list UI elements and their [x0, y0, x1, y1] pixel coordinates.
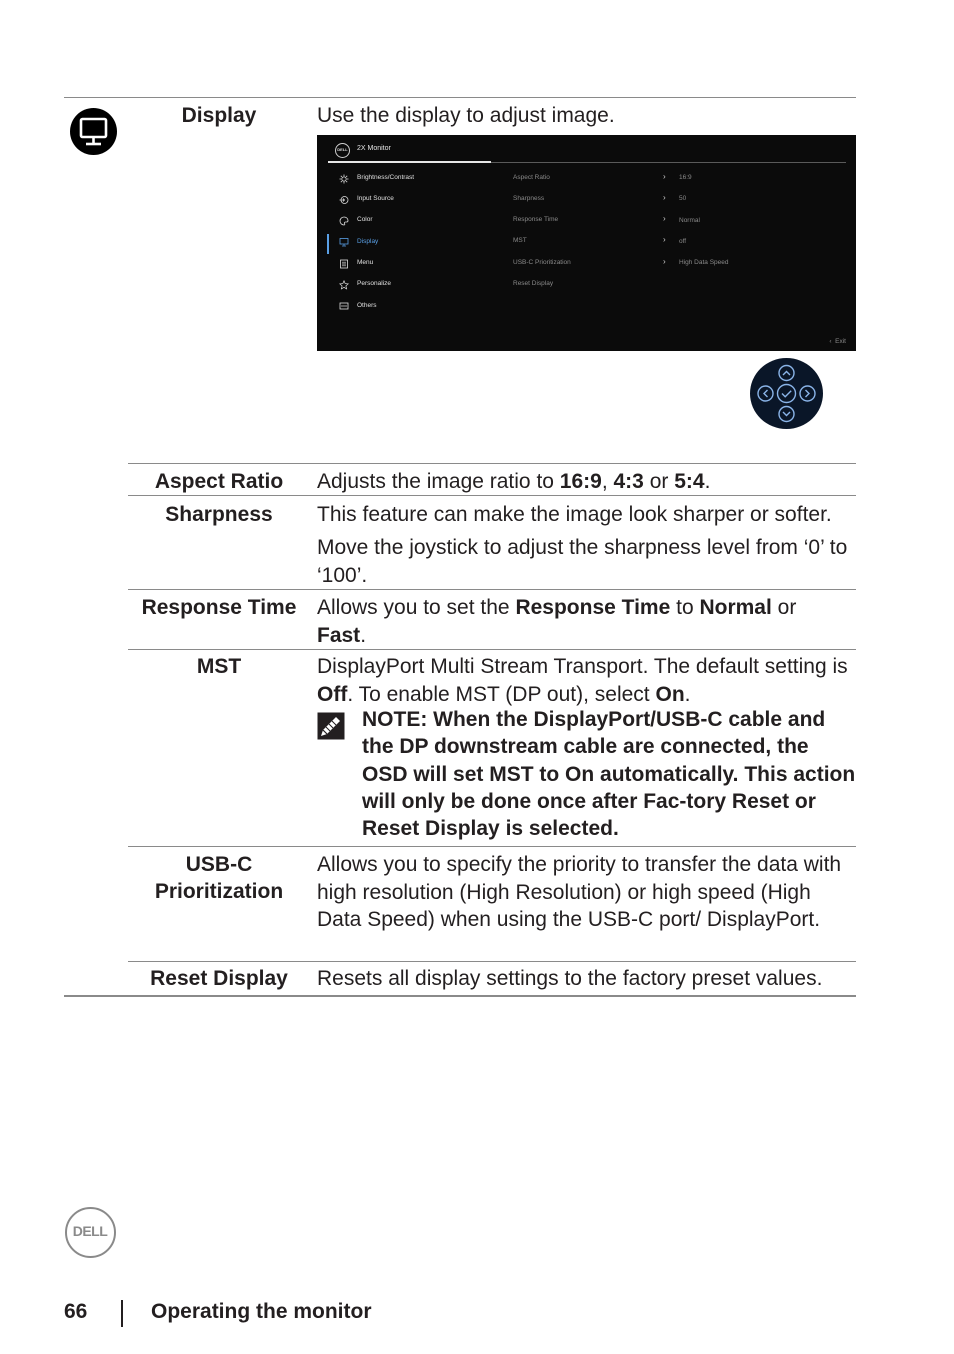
table-rule — [128, 961, 856, 962]
osd-submenu-item: Reset Display — [513, 280, 554, 287]
mst-label: MST — [196, 655, 242, 678]
reset-display-label: Reset Display — [150, 967, 288, 990]
joystick-icon — [750, 358, 823, 429]
osd-header-active-line — [328, 161, 491, 163]
table-rule — [128, 649, 856, 650]
input-source-icon — [339, 195, 349, 205]
osd-submenu-item: Aspect Ratio — [513, 174, 550, 181]
mst-description: DisplayPort Multi Stream Transport. The default setting is Off. To enable MST (DP out), select On. — [317, 655, 848, 706]
footer-section-title: Operating the monitor — [151, 1300, 372, 1323]
table-rule — [128, 463, 856, 464]
osd-menu-item: Input Source — [357, 195, 394, 202]
sharpness-description-1: This feature can make the image look sharper or softer. — [317, 503, 832, 526]
table-rule — [128, 589, 856, 590]
osd-submenu-value: off — [679, 238, 687, 245]
osd-menu-item: Brightness/Contrast — [357, 174, 415, 181]
page-number: 66 — [64, 1300, 88, 1323]
osd-submenu-item: USB-C Prioritization — [513, 259, 571, 266]
brightness-icon — [339, 174, 349, 184]
osd-submenu-value: High Data Speed — [679, 259, 729, 266]
dell-logo: DELL — [65, 1207, 116, 1258]
table-rule — [128, 846, 856, 847]
usbc-prioritization-description: Allows you to specify the priority to transfer the data with high resolution (High Resolution) or high speed (High Data Speed) when using the USB-C port/ DisplayPort. — [317, 853, 842, 931]
sharpness-description-2: Move the joystick to adjust the sharpness level from ‘0’ to ‘100’. — [317, 536, 848, 587]
osd-menu-item: Others — [357, 302, 377, 309]
menu-list-icon — [339, 259, 349, 269]
osd-menu-item: Menu — [357, 259, 374, 266]
osd-menu-item-active: Display — [357, 238, 379, 245]
osd-dell-logo: DELL — [335, 143, 350, 158]
osd-submenu-value: Normal — [679, 217, 700, 224]
note-pencil-icon — [317, 712, 345, 740]
osd-exit: ‹ Exit — [829, 338, 846, 345]
osd-submenu-value: 50 — [679, 195, 687, 202]
footer-separator — [121, 1300, 123, 1327]
chevron-right-icon: › — [663, 193, 666, 202]
usbc-prioritization-label: USB-C Prioritization — [154, 853, 284, 903]
star-icon — [339, 280, 349, 290]
osd-screenshot — [317, 135, 856, 351]
color-palette-icon — [339, 216, 349, 226]
chevron-right-icon: › — [663, 235, 666, 244]
osd-menu-item: Color — [357, 216, 373, 223]
aspect-ratio-label: Aspect Ratio — [154, 470, 284, 493]
top-rule — [64, 97, 856, 98]
display-description: Use the display to adjust image. — [317, 104, 615, 127]
mst-note: NOTE: When the DisplayPort/USB-C cable and the DP downstream cable are connected, the OSD will set MST to On automatically. This action will only be done once after Fac-tory Reset or Reset Display is selected. — [362, 708, 856, 841]
osd-submenu-item: MST — [513, 237, 527, 244]
chevron-left-icon: ‹ — [829, 338, 832, 345]
response-time-description: Allows you to set the Response Time to Normal or Fast. — [317, 596, 797, 647]
others-icon — [339, 301, 349, 311]
aspect-ratio-description: Adjusts the image ratio to 16:9, 4:3 or 5:4. — [317, 470, 711, 493]
chevron-right-icon: › — [663, 172, 666, 181]
chevron-right-icon: › — [663, 257, 666, 266]
osd-title: 2X Monitor — [357, 145, 391, 152]
bottom-rule — [64, 995, 856, 997]
reset-display-description: Resets all display settings to the factory preset values. — [317, 967, 823, 990]
osd-menu-item: Personalize — [357, 280, 391, 287]
monitor-icon — [70, 108, 117, 155]
chevron-right-icon: › — [663, 214, 666, 223]
osd-submenu-item: Sharpness — [513, 195, 545, 202]
osd-selection-bar — [327, 234, 329, 254]
response-time-label: Response Time — [141, 596, 297, 619]
monitor-icon — [339, 237, 349, 247]
display-label: Display — [181, 104, 257, 127]
osd-submenu-item: Response Time — [513, 216, 559, 223]
sharpness-label: Sharpness — [165, 503, 273, 526]
osd-submenu-value: 16:9 — [679, 174, 692, 181]
